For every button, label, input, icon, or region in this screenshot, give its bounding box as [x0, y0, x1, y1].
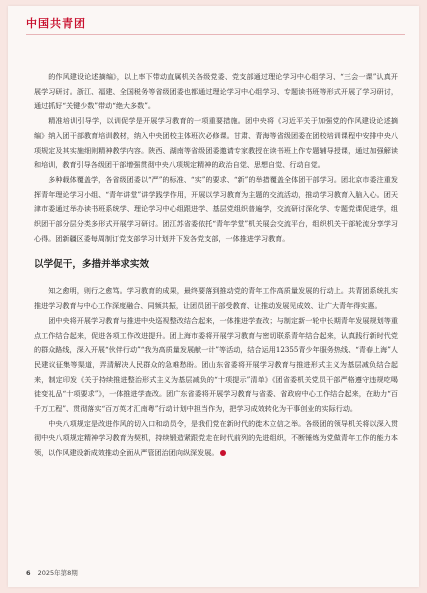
body-paragraph: 知之愈明，则行之愈笃。学习教育的成果，最终要落到推动党的青年工作高质量发展的行动上。共青团系统扎实推进学习教育与中心工作深度融合、同频共振，让团员团干部受教育、让推动发展见成效、让广大青年得实惠。 [34, 286, 398, 311]
masthead-divider [26, 34, 405, 35]
section-heading: 以学促干，多措并举求实效 [34, 259, 150, 271]
article-body [34, 70, 398, 461]
body-paragraph: 多种载体覆盖学，各省级团委以“严”的标准、“实”的要求、“新”的举措覆盖全体团干部学习。团北京市委注重发挥青年理论学习小组、“青年讲堂”讲学践学作用，开展以学习教育为主题的交流活动，推动学习教育入脑入心。团天津市委通过举办读书班系统学、理论学习中心组跟进学、基层党组织普遍学，交流研讨深化学、专题党课促进学，组织团干部分层分类多形式开展学习研讨。团江苏省委依托“青年学堂”机关展会交流平台，组织机关干部轮流分享学习心得。团新疆区委每周制订党支部学习计划并下发各党支部，一体推进学习教育。 [34, 174, 398, 243]
issue-label: 2025年第8期 [37, 569, 78, 577]
page-footer [26, 568, 78, 577]
body-paragraph: 的作风建设论述摘编》，以上率下带动直属机关各级党委、党支部通过理论学习中心组学习、“三会一课”认真开展学习研讨。浙江、福建、全国税务等省级团委也都通过理论学习中心组学习、专题读书班等形式开展了学习研讨，通过抓好“关键少数”带动“绝大多数”。 [34, 72, 398, 111]
article-end-icon [220, 450, 226, 456]
body-paragraph: 精准培训引导学，以训促学是开展学习教育的一项重要措施。团中央将《习近平关于加强党的作风建设论述摘编》纳入团干部教育培训教材，纳入中央团校主体班次必修课。甘肃、青海等省级团委在团校培训课程中安排中央八项规定及其实施细则精神教学内容。陕西、湖南等省级团委邀请专家教授在读书班上作专题辅导授课，通过加强解读和培训，教育引导各级团干部增强贯彻中央八项规定精神的政治自觉、思想自觉、行动自觉。 [34, 116, 398, 170]
page-number: 6 [26, 569, 31, 577]
body-paragraph-final [34, 417, 398, 461]
body-paragraph-text: 中央八项规定是改进作风的切入口和动员令，是我们党在新时代的徙木立信之举。各级团的领导机关将以深入贯彻中央八项规定精神学习教育为契机，持续锻造紧跟党走在时代前列的先进组织，不断锤炼为党做青年工作的能力本领，以作风建设新成效推动全面从严管团治团向纵深发展。 [34, 418, 398, 458]
magazine-masthead: 中国共青团 [26, 17, 86, 30]
body-paragraph: 团中央将开展学习教育与推进中央巡视整改结合起来，一体推进学查改；与制定新一轮中长期青年发展规划等重点工作结合起来，促进各项工作改进提升。团上海市委将开展学习教育与密切联系青年结合起来，认真践行新时代党的群众路线，深入开展“伙伴行动”“我为高质量发展献一计”等活动，结合运用12355青少年服务热线、“青春上海”人民建议征集等渠道，弄清解决人民群众的急难愁盼。团山东省委将开展学习教育与推进形式主义为基层减负结合起来，制定印发《关于持续推进整治形式主义为基层减负的“十项提示”清单》《团省委机关党员干部严格遵守违规吃喝徒变礼品“十项要求”》，一体推进学查改。团广东省委将开展学习教育与省委、省政府中心工作结合起来，在助力“百千万工程”、贯彻落实“百万英才汇南粤”行动计划中担当作为，把学习成效转化为干事创业的实际行动。 [34, 315, 398, 414]
magazine-page [8, 6, 419, 587]
